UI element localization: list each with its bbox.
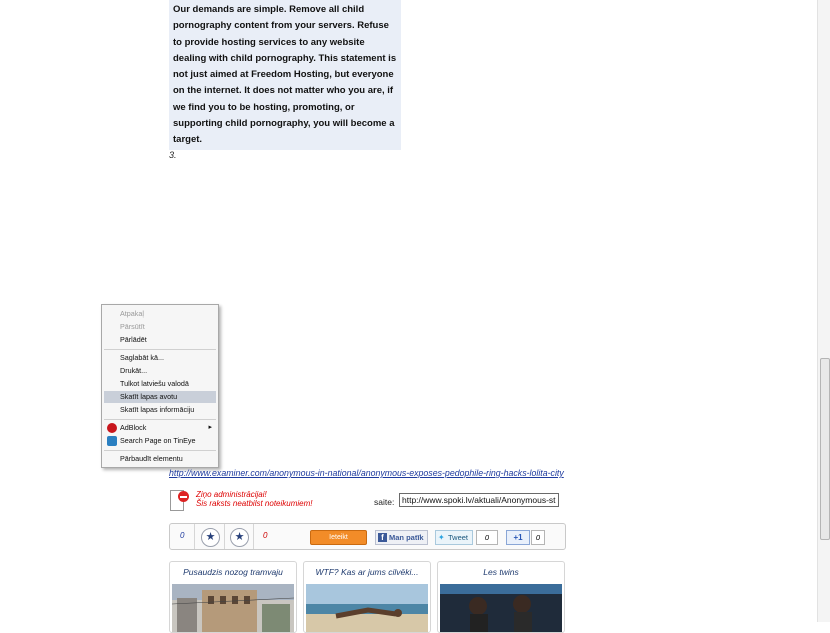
menu-separator (104, 450, 216, 451)
facebook-like-button[interactable] (375, 530, 428, 545)
vertical-scrollbar[interactable] (817, 0, 830, 622)
star-icon[interactable]: ★ (230, 528, 249, 547)
report-line1[interactable]: Ziņo administrācijai! (196, 490, 267, 499)
quote-text: Our demands are simple. Remove all child pornography content from your servers. Refuse to provide hosting services to any website dealing with child pornography. This statement is not just aimed at Freedom Hosting, but everyone on the internet. It does not matter who you are, if we find you to be hosting, promoting, or supporting child pornography, you will become a target. (173, 4, 397, 146)
tweet-button[interactable] (435, 530, 473, 545)
related-thumbnail[interactable] (172, 584, 294, 632)
facebook-icon: f (378, 533, 387, 542)
related-card[interactable] (169, 561, 297, 633)
menu-item-tineye[interactable] (104, 435, 216, 447)
source-link[interactable]: http://www.examiner.com/anonymous-in-national/anonymous-exposes-pedophile-ring-hacks-lolita-city (169, 468, 564, 478)
menu-item-save-as[interactable]: Saglabāt kā... (120, 353, 164, 362)
gplus-button[interactable]: +1 (506, 530, 530, 545)
twitter-bird-icon: ✦ (438, 533, 445, 542)
menu-item-translate[interactable]: Tulkot latviešu valodā (120, 379, 189, 388)
menu-item-adblock-label: AdBlock (120, 423, 147, 432)
facebook-like-label: Man patīk (389, 533, 424, 542)
stop-icon (178, 491, 189, 502)
menu-item-tineye-label: Search Page on TinEye (120, 436, 196, 445)
saite-label: saite: (374, 497, 395, 507)
related-thumbnail[interactable] (440, 584, 562, 632)
submenu-arrow-icon: ▸ (208, 424, 212, 431)
divider (224, 524, 225, 549)
tweet-count: 0 (476, 530, 498, 545)
scrollbar-thumb[interactable] (820, 358, 830, 540)
related-title[interactable]: WTF? Kas ar jums cilvēki... (315, 567, 419, 577)
star-icon[interactable]: ★ (201, 528, 220, 547)
menu-separator (104, 419, 216, 420)
divider (194, 524, 195, 549)
count-left: 0 (180, 531, 185, 540)
menu-item-forward[interactable]: Pārsūtīt (120, 322, 145, 331)
adblock-icon (107, 423, 117, 433)
related-thumbnail[interactable] (306, 584, 428, 632)
menu-item-print[interactable]: Drukāt... (120, 366, 148, 375)
menu-item-back[interactable]: Atpakaļ (120, 309, 144, 318)
divider (253, 524, 254, 549)
menu-item-page-info[interactable]: Skatīt lapas informāciju (120, 405, 195, 414)
count-right: 0 (263, 531, 268, 540)
related-card[interactable] (303, 561, 431, 633)
menu-item-view-source[interactable]: Skatīt lapas avotu (104, 391, 216, 403)
related-title[interactable]: Les twins (483, 567, 519, 577)
menu-item-reload[interactable]: Pārlādēt (120, 335, 147, 344)
related-title[interactable]: Pusaudzis nozog tramvaju (183, 567, 283, 577)
saite-field[interactable] (399, 493, 559, 507)
quote-block (169, 0, 401, 150)
share-bar (169, 523, 566, 550)
tineye-icon (107, 436, 117, 446)
menu-item-adblock[interactable] (104, 422, 216, 434)
recommend-button[interactable]: Ieteikt (310, 530, 367, 545)
list-number: 3. (169, 150, 177, 160)
related-card[interactable] (437, 561, 565, 633)
report-line2: Šis raksts neatbilst noteikumiem! (196, 499, 313, 508)
gplus-count: 0 (531, 530, 545, 545)
menu-separator (104, 349, 216, 350)
context-menu (101, 304, 219, 468)
menu-item-inspect[interactable]: Pārbaudīt elementu (120, 454, 183, 463)
tweet-label: Tweet (448, 533, 469, 542)
